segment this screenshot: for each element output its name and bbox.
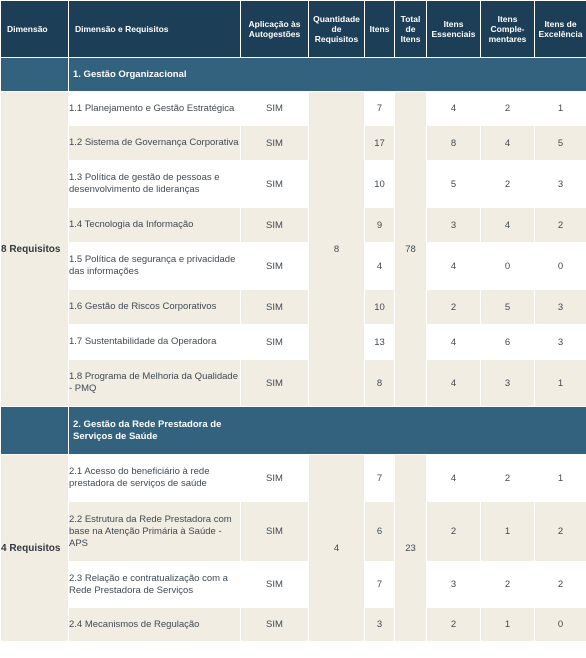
essenciais-cell: 2 <box>427 290 481 325</box>
itens-cell: 13 <box>365 325 395 360</box>
requirement-name: 2.3 Relação e contratualização com a Rede Prestadora de Serviços <box>69 562 241 608</box>
table-row <box>1 502 586 562</box>
total-itens-cell: 23 <box>395 455 427 642</box>
table-row <box>1 325 586 360</box>
essenciais-cell: 5 <box>427 161 481 208</box>
header-aplicacao: Aplicação às Autogestões <box>241 1 309 58</box>
table-row <box>1 562 586 608</box>
header-itens-essenciais: Itens Essenciais <box>427 1 481 58</box>
dimension-label: 8 Requisitos <box>1 92 69 407</box>
table-row <box>1 360 586 407</box>
aplicacao-cell: SIM <box>241 455 309 502</box>
requirement-name: 1.6 Gestão de Riscos Corporativos <box>69 290 241 325</box>
header-dimensao: Dimensão <box>1 1 69 58</box>
aplicacao-cell: SIM <box>241 608 309 642</box>
requirement-name: 1.2 Sistema de Governança Corporativa <box>69 126 241 161</box>
complementares-cell: 0 <box>481 243 535 290</box>
aplicacao-cell: SIM <box>241 290 309 325</box>
essenciais-cell: 3 <box>427 208 481 243</box>
essenciais-cell: 2 <box>427 608 481 642</box>
section-title: 2. Gestão da Rede Prestadora de Serviços de Saúde <box>69 407 586 455</box>
table-row <box>1 161 586 208</box>
header-itens-complementares: Itens Comple- mentares <box>481 1 535 58</box>
table-row <box>1 126 586 161</box>
excelencia-cell: 2 <box>535 502 586 562</box>
requirement-name: 1.3 Política de gestão de pessoas e desenvolvimento de lideranças <box>69 161 241 208</box>
itens-cell: 6 <box>365 502 395 562</box>
complementares-cell: 4 <box>481 126 535 161</box>
aplicacao-cell: SIM <box>241 562 309 608</box>
essenciais-cell: 4 <box>427 325 481 360</box>
requirement-name: 1.1 Planejamento e Gestão Estratégica <box>69 92 241 126</box>
complementares-cell: 4 <box>481 208 535 243</box>
quantidade-cell: 8 <box>309 92 365 407</box>
excelencia-cell: 2 <box>535 562 586 608</box>
itens-cell: 3 <box>365 608 395 642</box>
itens-cell: 9 <box>365 208 395 243</box>
aplicacao-cell: SIM <box>241 92 309 126</box>
excelencia-cell: 1 <box>535 360 586 407</box>
essenciais-cell: 4 <box>427 455 481 502</box>
requirement-name: 1.5 Política de segurança e privacidade das informações <box>69 243 241 290</box>
header-itens: Itens <box>365 1 395 58</box>
essenciais-cell: 3 <box>427 562 481 608</box>
table-row <box>1 608 586 642</box>
requirement-name: 1.7 Sustentabilidade da Operadora <box>69 325 241 360</box>
quantidade-cell: 4 <box>309 455 365 642</box>
table-row <box>1 455 586 502</box>
itens-cell: 7 <box>365 92 395 126</box>
itens-cell: 8 <box>365 360 395 407</box>
complementares-cell: 2 <box>481 161 535 208</box>
itens-cell: 17 <box>365 126 395 161</box>
essenciais-cell: 4 <box>427 92 481 126</box>
aplicacao-cell: SIM <box>241 325 309 360</box>
excelencia-cell: 0 <box>535 243 586 290</box>
aplicacao-cell: SIM <box>241 360 309 407</box>
essenciais-cell: 4 <box>427 360 481 407</box>
header-quantidade-requisitos: Quantidade de Requisitos <box>309 1 365 58</box>
requirement-name: 1.4 Tecnologia da Informação <box>69 208 241 243</box>
section-row <box>1 58 586 92</box>
header-total-itens: Total de Itens <box>395 1 427 58</box>
aplicacao-cell: SIM <box>241 502 309 562</box>
section-row <box>1 407 586 455</box>
complementares-cell: 2 <box>481 455 535 502</box>
itens-cell: 10 <box>365 161 395 208</box>
section-spacer <box>1 58 69 92</box>
itens-cell: 7 <box>365 562 395 608</box>
aplicacao-cell: SIM <box>241 161 309 208</box>
aplicacao-cell: SIM <box>241 126 309 161</box>
complementares-cell: 2 <box>481 562 535 608</box>
excelencia-cell: 0 <box>535 608 586 642</box>
complementares-cell: 6 <box>481 325 535 360</box>
dimension-label: 4 Requisitos <box>1 455 69 642</box>
essenciais-cell: 2 <box>427 502 481 562</box>
header-dimensao-requisitos: Dimensão e Requisitos <box>69 1 241 58</box>
header-itens-excelencia: Itens de Excelência <box>535 1 586 58</box>
requirement-name: 2.4 Mecanismos de Regulação <box>69 608 241 642</box>
excelencia-cell: 2 <box>535 208 586 243</box>
excelencia-cell: 3 <box>535 161 586 208</box>
section-spacer <box>1 407 69 455</box>
itens-cell: 7 <box>365 455 395 502</box>
aplicacao-cell: SIM <box>241 208 309 243</box>
table-row <box>1 290 586 325</box>
excelencia-cell: 3 <box>535 325 586 360</box>
complementares-cell: 3 <box>481 360 535 407</box>
table-row <box>1 243 586 290</box>
section-title: 1. Gestão Organizacional <box>69 58 586 92</box>
requirement-name: 2.2 Estrutura da Rede Prestadora com base na Atenção Primária à Saúde - APS <box>69 502 241 562</box>
table-row <box>1 92 586 126</box>
complementares-cell: 2 <box>481 92 535 126</box>
header-row <box>1 1 586 58</box>
excelencia-cell: 5 <box>535 126 586 161</box>
excelencia-cell: 1 <box>535 92 586 126</box>
aplicacao-cell: SIM <box>241 243 309 290</box>
requirement-name: 2.1 Acesso do beneficiário à rede prestadora de serviços de saúde <box>69 455 241 502</box>
excelencia-cell: 3 <box>535 290 586 325</box>
itens-cell: 10 <box>365 290 395 325</box>
itens-cell: 4 <box>365 243 395 290</box>
essenciais-cell: 4 <box>427 243 481 290</box>
requirement-name: 1.8 Programa de Melhoria da Qualidade - PMQ <box>69 360 241 407</box>
total-itens-cell: 78 <box>395 92 427 407</box>
table-row <box>1 208 586 243</box>
excelencia-cell: 1 <box>535 455 586 502</box>
essenciais-cell: 8 <box>427 126 481 161</box>
complementares-cell: 5 <box>481 290 535 325</box>
complementares-cell: 1 <box>481 608 535 642</box>
complementares-cell: 1 <box>481 502 535 562</box>
